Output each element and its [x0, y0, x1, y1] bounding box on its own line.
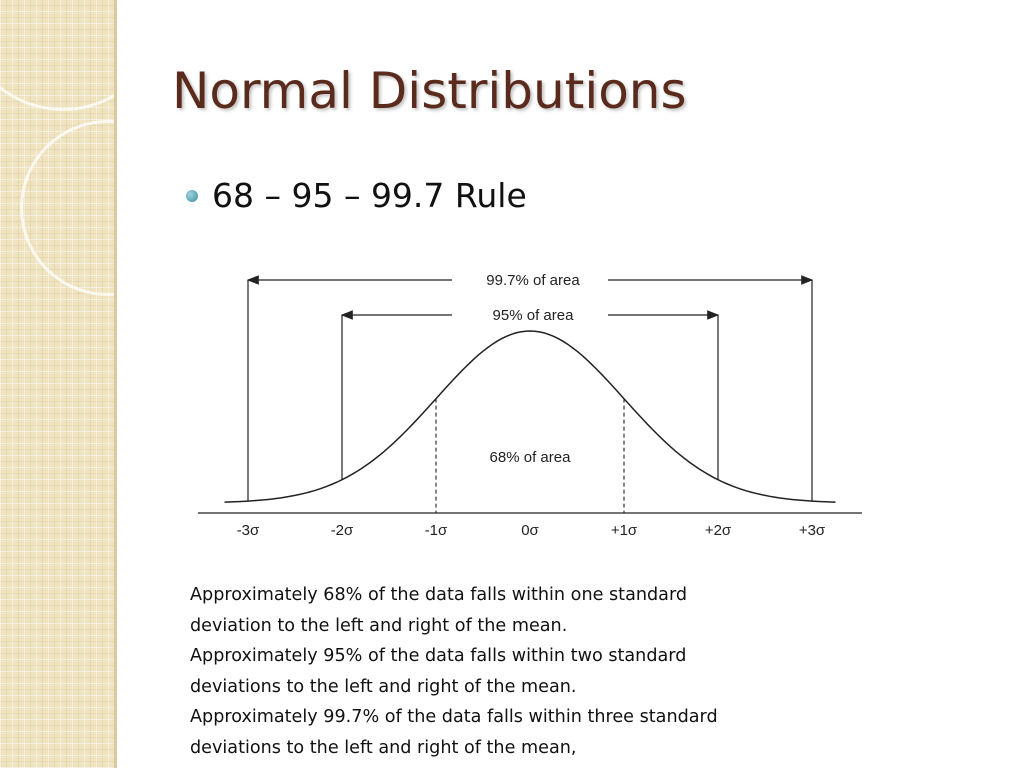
caption-line: deviations to the left and right of the mean, — [190, 737, 577, 758]
decorative-side-panel — [0, 0, 114, 768]
interval-label: 68% of area — [489, 449, 571, 466]
bullet-text: 68 – 95 – 99.7 Rule — [212, 176, 527, 215]
normal-distribution-diagram — [190, 255, 870, 550]
bell-curve — [225, 331, 836, 502]
caption — [190, 580, 840, 764]
slide-title: Normal Distributions — [172, 62, 687, 120]
bullet-item — [186, 176, 527, 215]
tick-label: +2σ — [704, 522, 732, 539]
tick-label: -2σ — [330, 522, 354, 539]
tick-label: -3σ — [236, 522, 260, 539]
tick-label: +3σ — [798, 522, 826, 539]
decorative-ring — [0, 0, 114, 111]
bullet-dot-icon — [186, 190, 198, 202]
caption-line: Approximately 68% of the data falls within one standard — [190, 585, 688, 605]
caption-line: Approximately 95% of the data falls within two standard — [190, 646, 687, 667]
decorative-ring — [20, 120, 114, 296]
caption-line: Approximately 99.7% of the data falls within three standard — [190, 707, 718, 728]
tick-label: -1σ — [424, 522, 448, 539]
tick-label: 0σ — [521, 522, 539, 539]
interval-label: 99.7% of area — [486, 272, 580, 289]
tick-label: +1σ — [610, 522, 638, 539]
caption-line: deviations to the left and right of the mean. — [190, 676, 577, 697]
side-panel-edge — [114, 0, 117, 768]
interval-label: 95% of area — [492, 307, 574, 324]
caption-line: deviation to the left and right of the mean. — [190, 615, 568, 636]
